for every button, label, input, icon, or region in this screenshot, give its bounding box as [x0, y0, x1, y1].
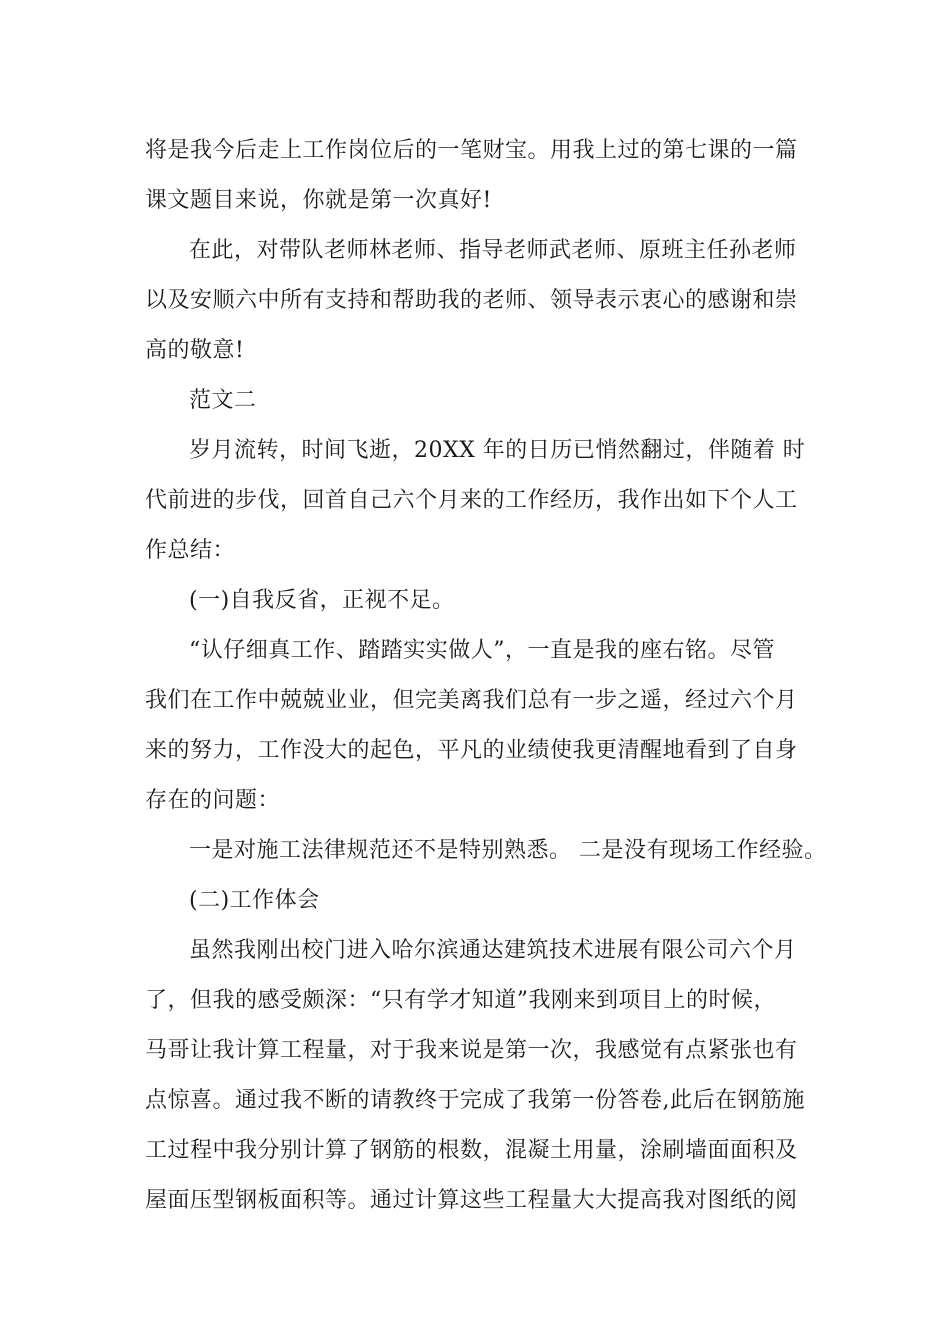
document-body — [145, 126, 827, 1226]
text-line: 作总结： — [145, 538, 236, 563]
text-line: “认仔细真工作、踏踏实实做人”，一直是我的座右铭。尽管 — [189, 638, 775, 663]
text-line: 在此，对带队老师林老师、指导老师武老师、原班主任孙老师 — [189, 238, 797, 263]
text-line: 将是我今后走上工作岗位后的一笔财宝。用我上过的第七课的一篇 — [145, 138, 798, 163]
text-line: 马哥让我计算工程量，对于我来说是第一次，我感觉有点紧张也有 — [145, 1038, 798, 1063]
text-line: 虽然我刚出校门进入哈尔滨通达建筑技术进展有限公司六个月 — [189, 938, 797, 963]
text-line: 屋面压型钢板面积等。通过计算这些工程量大大提高我对图纸的阅 — [145, 1188, 798, 1213]
text-line: (二)工作体会 — [189, 888, 320, 913]
text-line: 了，但我的感受颇深：“只有学才知道”我刚来到项目上的时候， — [145, 988, 776, 1013]
text-line: 岁月流转，时间飞逝，20XX 年的日历已悄然翻过，伴随着 时 — [189, 438, 806, 463]
text-line: 以及安顺六中所有支持和帮助我的老师、领导表示衷心的感谢和崇 — [145, 288, 798, 313]
text-line: 点惊喜。通过我不断的请教终于完成了我第一份答卷,此后在钢筋施 — [145, 1088, 805, 1113]
text-line: 一是对施工法律规范还不是特别熟悉。 二是没有现场工作经验。 — [189, 838, 827, 863]
text-line: 高的敬意! — [145, 338, 245, 363]
text-line: 工过程中我分别计算了钢筋的根数，混凝土用量，涂刷墙面面积及 — [145, 1138, 798, 1163]
text-line: 来的努力，工作没大的起色，平凡的业绩使我更清醒地看到了自身 — [145, 738, 798, 763]
text-line: 存在的问题： — [145, 788, 281, 813]
text-line: 范文二 — [189, 388, 257, 413]
text-line: (一)自我反省，正视不足。 — [189, 588, 455, 613]
text-line: 我们在工作中兢兢业业，但完美离我们总有一步之遥，经过六个月 — [145, 688, 798, 713]
text-line: 课文题目来说，你就是第一次真好! — [145, 188, 492, 213]
text-line: 代前进的步伐，回首自己六个月来的工作经历，我作出如下个人工 — [145, 488, 798, 513]
